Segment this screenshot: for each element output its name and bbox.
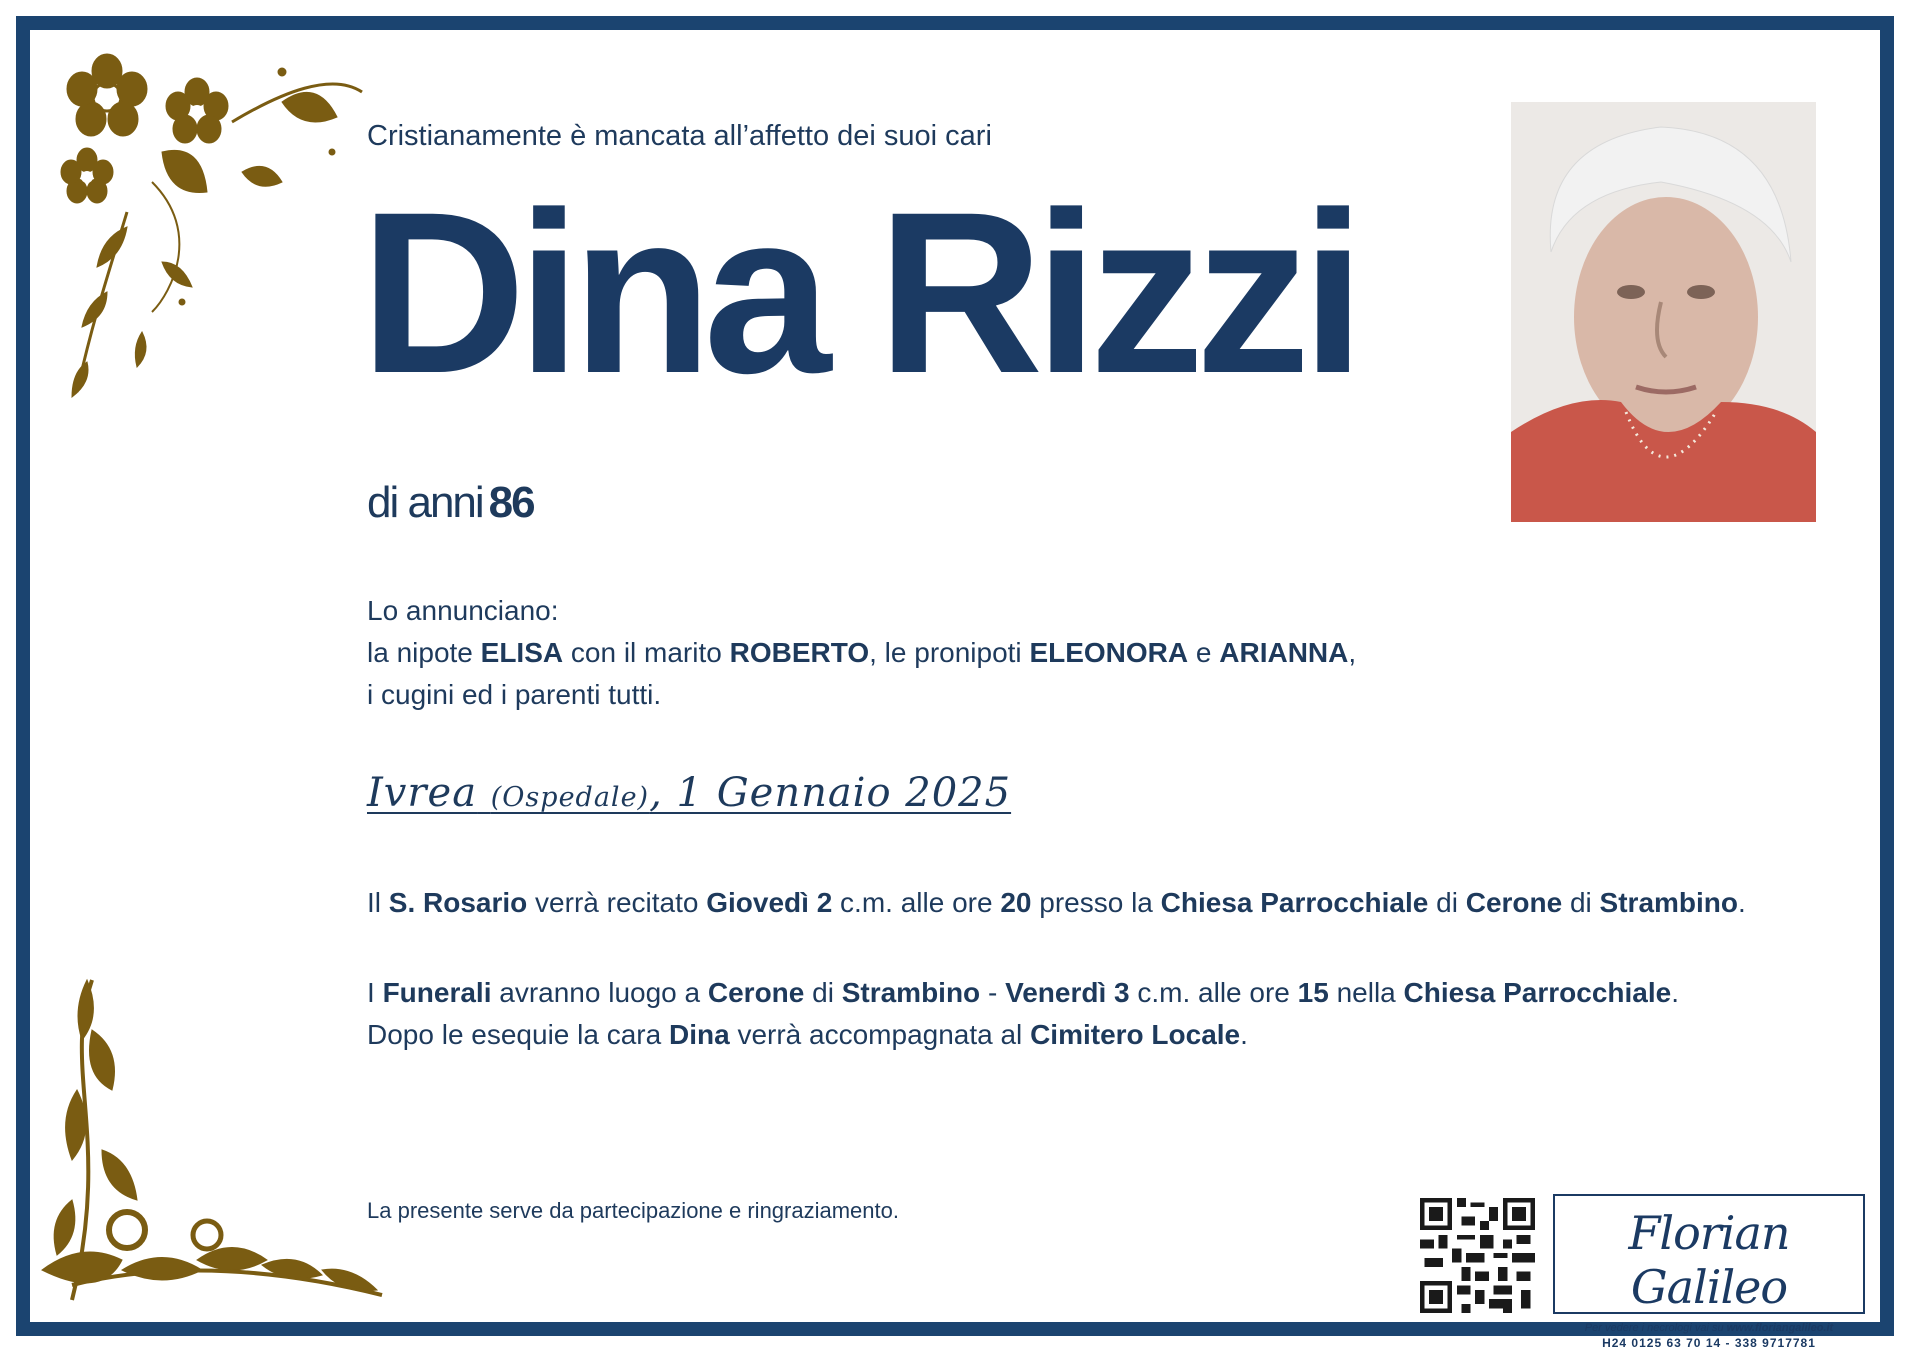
logo-website-prefix: Per vedere i necrologi vai su xyxy=(1584,1322,1727,1334)
text: c.m. alle ore xyxy=(1129,977,1298,1008)
text: presso la xyxy=(1031,887,1161,918)
funeral-home-logo xyxy=(1553,1194,1865,1350)
text: , xyxy=(1348,637,1357,668)
bold-text: Chiesa Parrocchiale xyxy=(1403,977,1672,1008)
announce-others-line: i cugini ed i parenti tutti. xyxy=(367,679,662,710)
intro-text: Cristianamente è mancata all’affetto dei suoi cari xyxy=(367,120,992,152)
scroll-corner-ornament-icon xyxy=(32,970,392,1320)
logo-phone-line: H24 0125 63 70 14 - 338 9717781 xyxy=(1602,1336,1816,1350)
funerali-line xyxy=(367,972,1679,1014)
text: di xyxy=(1562,887,1600,918)
text: con il marito xyxy=(563,637,730,668)
age-prefix: di anni xyxy=(367,478,483,527)
footer-note: La presente serve da partecipazione e ringraziamento. xyxy=(367,1198,899,1223)
logo-website-line xyxy=(1555,1322,1863,1334)
text: nella xyxy=(1328,977,1404,1008)
text: Il xyxy=(367,887,389,918)
text: . xyxy=(1671,977,1679,1008)
deceased-name: Dina Rizzi xyxy=(360,164,1357,421)
bold-text: S. Rosario xyxy=(388,887,528,918)
place-date-line xyxy=(367,770,1011,816)
text: avranno luogo a xyxy=(491,977,708,1008)
text: . xyxy=(1738,887,1746,918)
portrait-photo xyxy=(1511,102,1816,522)
text: verrà accompagnata al xyxy=(729,1019,1031,1050)
relative-name: ARIANNA xyxy=(1219,637,1349,668)
text: . xyxy=(1240,1019,1248,1050)
bold-text: Venerdì 3 xyxy=(1005,977,1130,1008)
text: e xyxy=(1188,637,1220,668)
bold-text: Giovedì 2 xyxy=(706,887,833,918)
bold-text: Chiesa Parrocchiale xyxy=(1160,887,1429,918)
relative-name: ELEONORA xyxy=(1029,637,1189,668)
bold-text: Dina xyxy=(668,1019,730,1050)
age-value: 86 xyxy=(488,478,534,527)
text: c.m. alle ore xyxy=(832,887,1001,918)
place-city: Ivrea xyxy=(367,770,478,816)
logo-website-link[interactable]: www.floriangalileo.it xyxy=(1726,1322,1834,1334)
qr-code-icon[interactable] xyxy=(1420,1198,1535,1313)
bold-text: Cimitero Locale xyxy=(1030,1019,1241,1050)
relative-name: ROBERTO xyxy=(729,637,870,668)
bold-text: 20 xyxy=(1000,887,1032,918)
text: , le pronipoti xyxy=(869,637,1030,668)
relative-name: ELISA xyxy=(480,637,564,668)
esequie-line xyxy=(367,1014,1679,1056)
text: di xyxy=(804,977,842,1008)
bold-text: Strambino xyxy=(841,977,981,1008)
bold-text: Cerone xyxy=(707,977,805,1008)
bold-text: 15 xyxy=(1297,977,1329,1008)
floral-corner-ornament-icon xyxy=(32,32,372,412)
place-detail: (Ospedale) xyxy=(490,782,650,813)
rosario-paragraph xyxy=(367,882,1746,924)
death-date: , 1 Gennaio 2025 xyxy=(649,770,1012,816)
bold-text: Cerone xyxy=(1465,887,1563,918)
logo-name: Florian Galileo xyxy=(1628,1206,1790,1314)
text: verrà recitato xyxy=(527,887,707,918)
age-line xyxy=(367,478,534,528)
text: I xyxy=(367,977,383,1008)
text: di xyxy=(1428,887,1466,918)
announcement-block xyxy=(367,590,1356,716)
text: - xyxy=(980,977,1006,1008)
bold-text: Funerali xyxy=(382,977,492,1008)
announce-relatives-line xyxy=(367,632,1356,674)
funerali-paragraph xyxy=(367,972,1679,1056)
text: la nipote xyxy=(367,637,481,668)
bold-text: Strambino xyxy=(1599,887,1739,918)
announce-heading: Lo annunciano: xyxy=(367,595,559,626)
text: Dopo le esequie la cara xyxy=(367,1019,669,1050)
